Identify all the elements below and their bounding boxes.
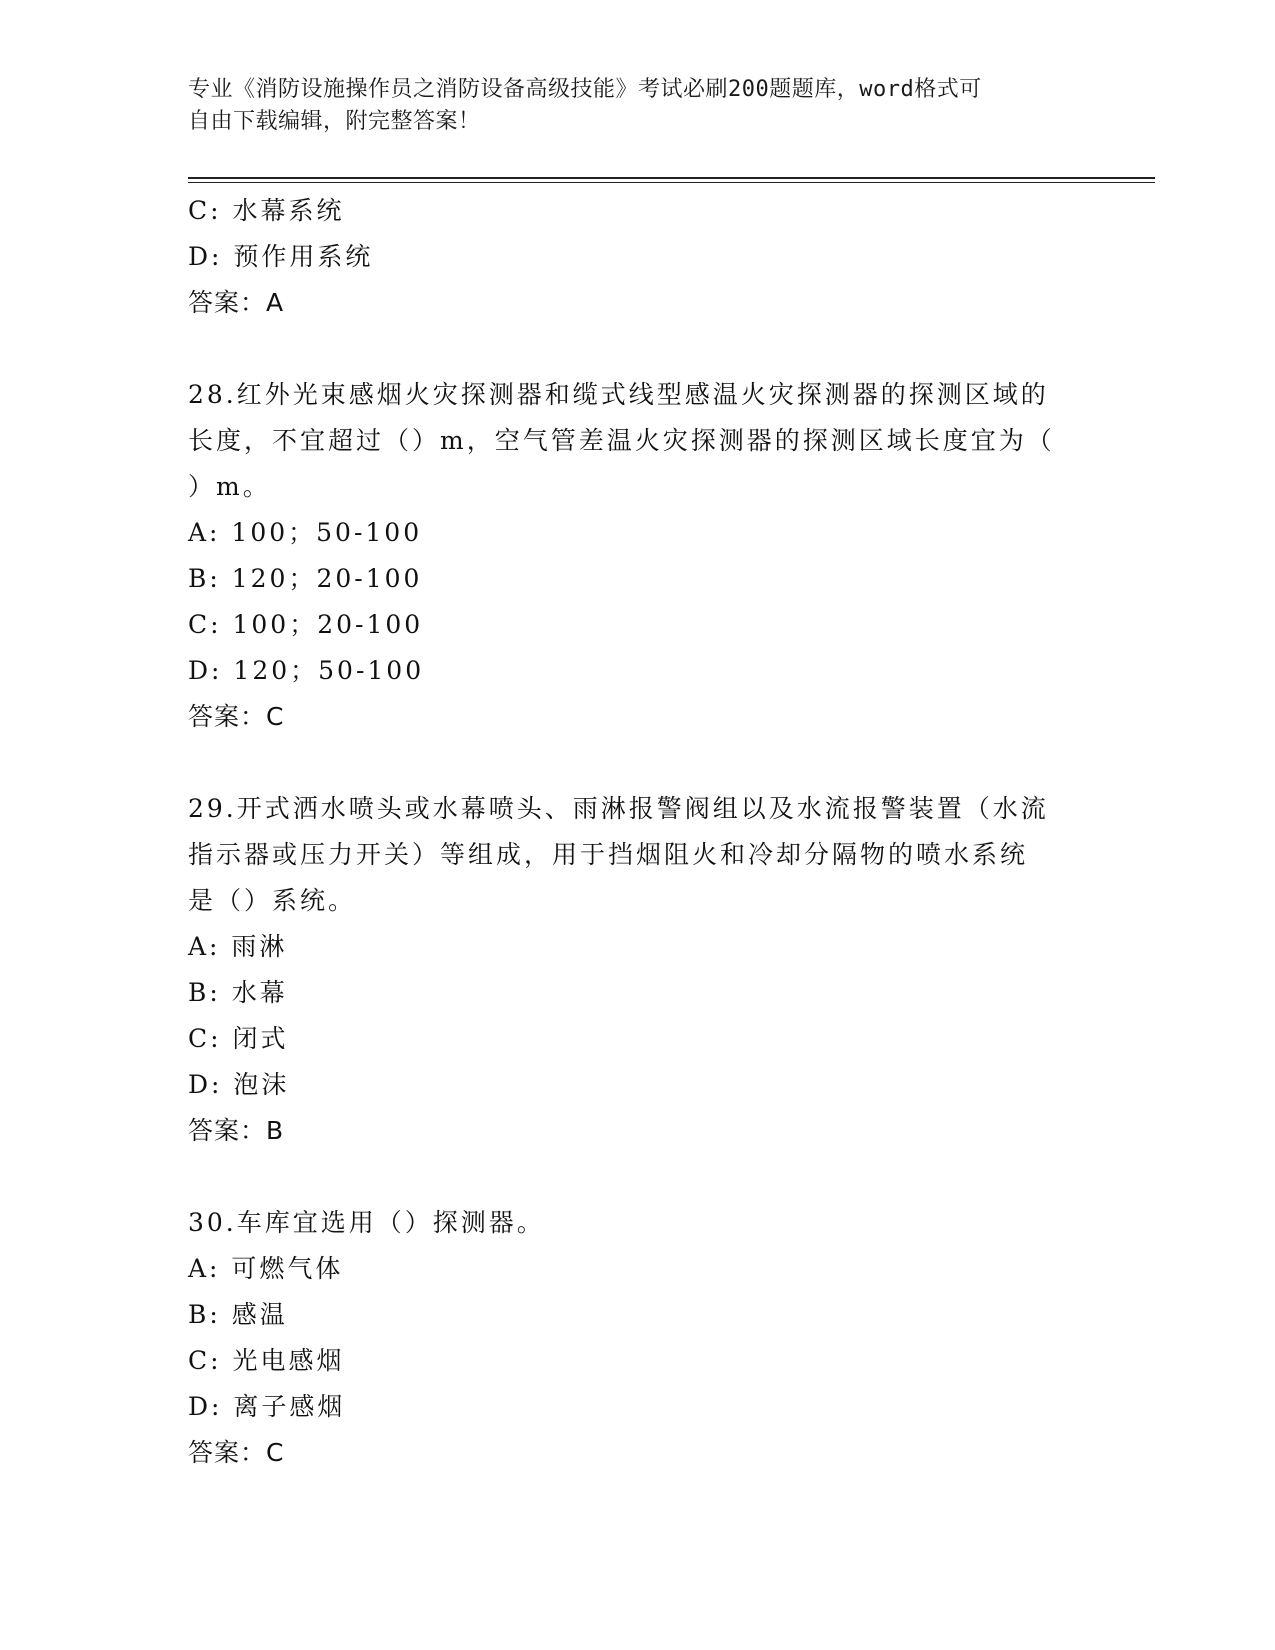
question-text-line: ）m。 [188,472,271,501]
option-c: C: 闭式 [188,1024,289,1053]
option-a: A: 100；50-100 [188,518,423,547]
header-line-2: 自由下载编辑，附完整答案！ [188,109,481,134]
question-text-line: 是（）系统。 [188,886,357,915]
option-b: B: 感温 [188,1300,288,1329]
spacer [188,1154,1088,1200]
answer-line: 答案：C [188,702,285,731]
answer-line: 答案：C [188,1438,285,1467]
question-28 [188,372,1088,740]
option-d: D: 120；50-100 [188,656,425,685]
option-c: C: 光电感烟 [188,1346,345,1375]
question-30 [188,1200,1088,1476]
answer-line: 答案：B [188,1116,285,1145]
option-c: C: 水幕系统 [188,196,345,225]
question-text-line: 29.开式洒水喷头或水幕喷头、雨淋报警阀组以及水流报警装置（水流 [188,794,1049,823]
document-header [188,74,1088,138]
option-b: B: 120；20-100 [188,564,423,593]
question-29 [188,786,1088,1154]
previous-question-tail [188,188,1088,326]
option-a: A: 可燃气体 [188,1254,344,1283]
question-list [188,188,1088,1476]
header-line-1: 专业《消防设施操作员之消防设备高级技能》考试必刷200题题库，word格式可 [188,77,982,102]
question-text-line: 28.红外光束感烟火灾探测器和缆式线型感温火灾探测器的探测区域的 [188,380,1049,409]
option-d: D: 泡沫 [188,1070,290,1099]
header-divider [188,177,1155,183]
answer-line: 答案：A [188,288,285,317]
option-b: B: 水幕 [188,978,288,1007]
option-a: A: 雨淋 [188,932,288,961]
spacer [188,326,1088,372]
option-c: C: 100；20-100 [188,610,424,639]
option-d: D: 预作用系统 [188,242,374,271]
question-text-line: 30.车库宜选用（）探测器。 [188,1208,545,1237]
option-d: D: 离子感烟 [188,1392,346,1421]
question-text-line: 指示器或压力开关）等组成，用于挡烟阻火和冷却分隔物的喷水系统 [188,840,1029,869]
spacer [188,740,1088,786]
question-text-line: 长度，不宜超过（）m，空气管差温火灾探测器的探测区域长度宜为（ [188,426,1055,455]
